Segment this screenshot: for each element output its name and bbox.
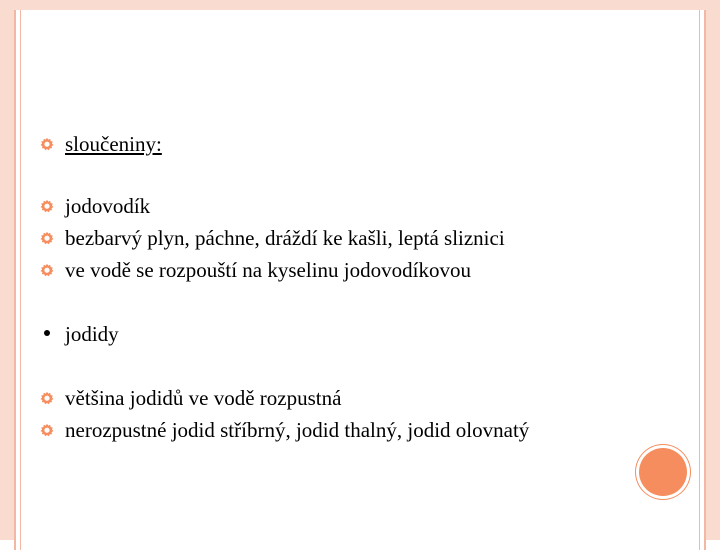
list-item-text: většina jodidů ve vodě rozpustná — [65, 386, 342, 410]
list-item-text: jodovodík — [65, 194, 151, 218]
frame-line-left — [20, 10, 21, 550]
gear-bullet-icon — [40, 199, 54, 213]
dot-bullet-icon — [44, 330, 50, 336]
list-item-text: ve vodě se rozpouští na kyselinu jodovodíkovou — [65, 258, 471, 282]
gear-bullet-icon — [40, 231, 54, 245]
gear-bullet-icon — [40, 137, 54, 151]
gear-bullet-icon — [40, 391, 54, 405]
gear-bullet-icon — [40, 423, 54, 437]
frame-line-right — [699, 10, 700, 550]
list-item-text: bezbarvý plyn, páchne, dráždí ke kašli, leptá sliznici — [65, 226, 505, 250]
slide-decoration-circle — [639, 448, 687, 496]
list-item-text: nerozpustné jodid stříbrný, jodid thalný, jodid olovnatý — [65, 418, 530, 442]
list-item-text: jodidy — [65, 322, 119, 346]
gear-bullet-icon — [40, 263, 54, 277]
list-item-text: sloučeniny: — [65, 132, 162, 156]
